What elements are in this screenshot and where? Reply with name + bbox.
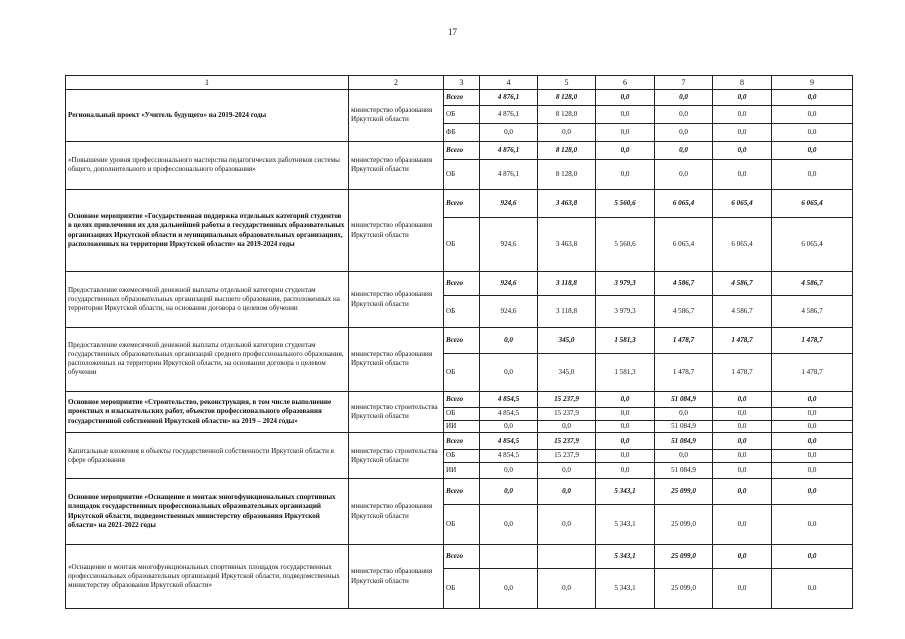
value-cell: 0,0 [713,408,772,421]
value-cell: 1 478,7 [772,327,853,353]
funding-source: ОБ [444,569,480,609]
funding-source: ОБ [444,218,480,272]
header-cell: 9 [772,76,853,90]
value-cell: 25 099,0 [655,505,713,545]
value-cell: 0,0 [713,106,772,124]
table-row [66,141,853,159]
funding-source: Всего [444,189,480,217]
activity-name: Предоставление ежемесячной денежной выплаты отдельной категории студентам государственных образовательных организаций среднего профессионального образования, расположенных на территории Иркутской области, на основании договора о целевом обучении [66,327,349,391]
value-cell: 0,0 [596,450,655,463]
value-cell: 3 118,8 [538,272,596,296]
value-cell: 15 237,9 [538,450,596,463]
value-cell: 6 065,4 [772,189,853,217]
value-cell: 924,6 [480,189,538,217]
responsible-executor: министерство образования Иркутской области [349,545,444,609]
value-cell: 25 099,0 [655,569,713,609]
funding-source: Всего [444,272,480,296]
header-cell: 3 [444,76,480,90]
responsible-executor: министерство образования Иркутской области [349,479,444,545]
funding-source: Всего [444,433,480,450]
value-cell: 3 979,3 [596,296,655,327]
value-cell: 3 463,8 [538,189,596,217]
value-cell: 0,0 [538,462,596,479]
value-cell: 0,0 [596,124,655,142]
header-cell: 7 [655,76,713,90]
value-cell [480,545,538,569]
value-cell: 3 979,3 [596,272,655,296]
value-cell: 0,0 [772,159,853,189]
value-cell: 5 343,1 [596,479,655,505]
value-cell: 1 581,3 [596,327,655,353]
value-cell: 6 065,4 [772,218,853,272]
value-cell: 51 084,9 [655,462,713,479]
table-row [66,189,853,217]
value-cell: 51 084,9 [655,420,713,433]
value-cell: 0,0 [655,450,713,463]
value-cell: 1 478,7 [713,353,772,391]
funding-source: Всего [444,391,480,408]
value-cell: 1 581,3 [596,353,655,391]
value-cell: 0,0 [655,124,713,142]
value-cell: 345,0 [538,353,596,391]
funding-source: Всего [444,141,480,159]
value-cell: 5 343,1 [596,505,655,545]
activity-name: Основное мероприятие «Государственная поддержка отдельных категорий студентов в целях привлечения их для дальнейшей работы в государственных образовательных организациях Иркутской области и муниципальных образовательных организациях, расположенных на территории Иркутской области» на 2019-2024 годы [66,189,349,272]
value-cell: 0,0 [480,479,538,505]
value-cell: 0,0 [596,141,655,159]
activity-name: Основное мероприятие «Строительство, реконструкция, в том числе выполнение проектных и изыскательских работ, объектов профессионального образования государственной собственной Иркутской области» на 2019 – 2024 годы» [66,391,349,433]
table-body [66,76,853,609]
funding-source: Всего [444,545,480,569]
value-cell [538,545,596,569]
funding-source: ОБ [444,296,480,327]
value-cell: 0,0 [772,391,853,408]
value-cell: 0,0 [713,545,772,569]
value-cell: 1 478,7 [655,327,713,353]
value-cell: 0,0 [596,159,655,189]
table-row [66,272,853,296]
funding-source: ОБ [444,106,480,124]
value-cell: 0,0 [596,391,655,408]
value-cell: 51 084,9 [655,391,713,408]
value-cell: 0,0 [713,420,772,433]
value-cell: 0,0 [596,433,655,450]
value-cell: 0,0 [713,141,772,159]
funding-source: ИИ [444,462,480,479]
responsible-executor: министерство строительства Иркутской области [349,433,444,479]
value-cell: 8 128,0 [538,141,596,159]
value-cell: 0,0 [655,408,713,421]
value-cell: 1 478,7 [655,353,713,391]
funding-source: ОБ [444,408,480,421]
value-cell: 4 586,7 [772,272,853,296]
value-cell: 0,0 [772,433,853,450]
value-cell: 4 586,7 [713,296,772,327]
value-cell: 0,0 [655,89,713,106]
value-cell: 0,0 [772,124,853,142]
value-cell: 6 065,4 [655,189,713,217]
value-cell: 0,0 [480,327,538,353]
value-cell: 3 118,8 [538,296,596,327]
value-cell: 0,0 [713,462,772,479]
responsible-executor: министерство образования Иркутской области [349,327,444,391]
value-cell: 0,0 [713,505,772,545]
header-cell: 6 [596,76,655,90]
value-cell: 0,0 [772,569,853,609]
header-cell: 5 [538,76,596,90]
value-cell: 0,0 [480,462,538,479]
value-cell: 4 586,7 [655,272,713,296]
value-cell: 0,0 [772,141,853,159]
value-cell: 0,0 [538,479,596,505]
value-cell: 0,0 [772,479,853,505]
value-cell: 4 854,5 [480,433,538,450]
value-cell: 0,0 [713,450,772,463]
value-cell: 924,6 [480,272,538,296]
value-cell: 0,0 [596,462,655,479]
header-cell: 4 [480,76,538,90]
responsible-executor: министерство образования Иркутской области [349,272,444,327]
activity-name: Предоставление ежемесячной денежной выплаты отдельной категории студентам государственных образовательных организаций высшего образования, расположенных на территории Иркутской области, на основании договора о целевом обучении [66,272,349,327]
value-cell: 51 084,9 [655,433,713,450]
table-row [66,327,853,353]
value-cell: 15 237,9 [538,391,596,408]
value-cell: 3 463,8 [538,218,596,272]
activity-name: «Оснащение и монтаж многофункциональных спортивных площадок государственных профессиональных образовательных организаций Иркутской области, подведомственных министерству образования Иркутской области» [66,545,349,609]
value-cell: 0,0 [772,408,853,421]
header-cell: 1 [66,76,349,90]
funding-source: ОБ [444,450,480,463]
funding-source: ИИ [444,420,480,433]
value-cell: 4 854,5 [480,408,538,421]
activity-name: Основное мероприятие «Оснащение и монтаж многофункциональных спортивных площадок государственных профессиональных образовательных организаций Иркутской области, подведомственных министерству образования Иркутской области» на 2021-2022 годы [66,479,349,545]
value-cell: 5 343,1 [596,545,655,569]
value-cell: 0,0 [480,353,538,391]
value-cell: 0,0 [538,420,596,433]
value-cell: 4 876,1 [480,159,538,189]
value-cell: 0,0 [772,89,853,106]
value-cell: 0,0 [772,106,853,124]
value-cell: 1 478,7 [713,327,772,353]
value-cell: 0,0 [655,141,713,159]
value-cell: 0,0 [538,569,596,609]
activity-name: Региональный проект «Учитель будущего» на 2019-2024 годы [66,89,349,141]
funding-source: ОБ [444,353,480,391]
value-cell: 4 876,1 [480,141,538,159]
value-cell: 0,0 [538,124,596,142]
header-row [66,76,853,90]
table-row [66,479,853,505]
responsible-executor: министерство образования Иркутской области [349,141,444,189]
value-cell: 8 128,0 [538,106,596,124]
value-cell: 4 586,7 [655,296,713,327]
value-cell: 4 876,1 [480,106,538,124]
responsible-executor: министерство образования Иркутской области [349,89,444,141]
value-cell: 0,0 [596,106,655,124]
value-cell: 924,6 [480,218,538,272]
value-cell: 0,0 [772,505,853,545]
header-cell: 8 [713,76,772,90]
value-cell: 0,0 [655,159,713,189]
funding-source: ОБ [444,159,480,189]
value-cell: 6 065,4 [655,218,713,272]
value-cell: 8 128,0 [538,159,596,189]
value-cell: 15 237,9 [538,433,596,450]
value-cell: 0,0 [713,159,772,189]
value-cell: 0,0 [772,545,853,569]
value-cell: 0,0 [713,433,772,450]
activity-name: Капитальные вложения в объекты государственной собственности Иркутской области в сфере образования [66,433,349,479]
value-cell: 0,0 [713,89,772,106]
value-cell: 15 237,9 [538,408,596,421]
value-cell: 8 128,0 [538,89,596,106]
value-cell: 0,0 [772,420,853,433]
value-cell: 1 478,7 [772,353,853,391]
value-cell: 0,0 [480,569,538,609]
value-cell: 0,0 [655,106,713,124]
value-cell: 0,0 [596,420,655,433]
value-cell: 0,0 [596,408,655,421]
value-cell: 0,0 [713,124,772,142]
value-cell: 5 343,1 [596,569,655,609]
value-cell: 0,0 [772,462,853,479]
value-cell: 5 560,6 [596,218,655,272]
value-cell: 25 099,0 [655,545,713,569]
value-cell: 6 065,4 [713,218,772,272]
header-cell: 2 [349,76,444,90]
funding-source: ОБ [444,505,480,545]
value-cell: 0,0 [480,124,538,142]
table-row [66,391,853,408]
funding-source: Всего [444,327,480,353]
value-cell: 0,0 [713,569,772,609]
value-cell: 924,6 [480,296,538,327]
value-cell: 6 065,4 [713,189,772,217]
value-cell: 25 099,0 [655,479,713,505]
value-cell: 0,0 [538,505,596,545]
value-cell: 0,0 [772,450,853,463]
table-row [66,433,853,450]
responsible-executor: министерство образования Иркутской области [349,189,444,272]
value-cell: 4 876,1 [480,89,538,106]
value-cell: 4 854,5 [480,450,538,463]
value-cell: 0,0 [480,420,538,433]
funding-source: Всего [444,479,480,505]
value-cell: 0,0 [713,479,772,505]
value-cell: 4 854,5 [480,391,538,408]
value-cell: 0,0 [480,505,538,545]
table-row [66,545,853,569]
activity-name: «Повышение уровня профессионального мастерства педагогических работников системы общего, дополнительного и профессионального образования» [66,141,349,189]
funding-source: Всего [444,89,480,106]
funding-source: ФБ [444,124,480,142]
value-cell: 0,0 [596,89,655,106]
budget-table [65,75,853,609]
value-cell: 0,0 [713,391,772,408]
value-cell: 4 586,7 [772,296,853,327]
responsible-executor: министерство строительства Иркутской области [349,391,444,433]
table-row [66,89,853,106]
value-cell: 345,0 [538,327,596,353]
value-cell: 5 560,6 [596,189,655,217]
page-number: 17 [448,27,457,37]
value-cell: 4 586,7 [713,272,772,296]
